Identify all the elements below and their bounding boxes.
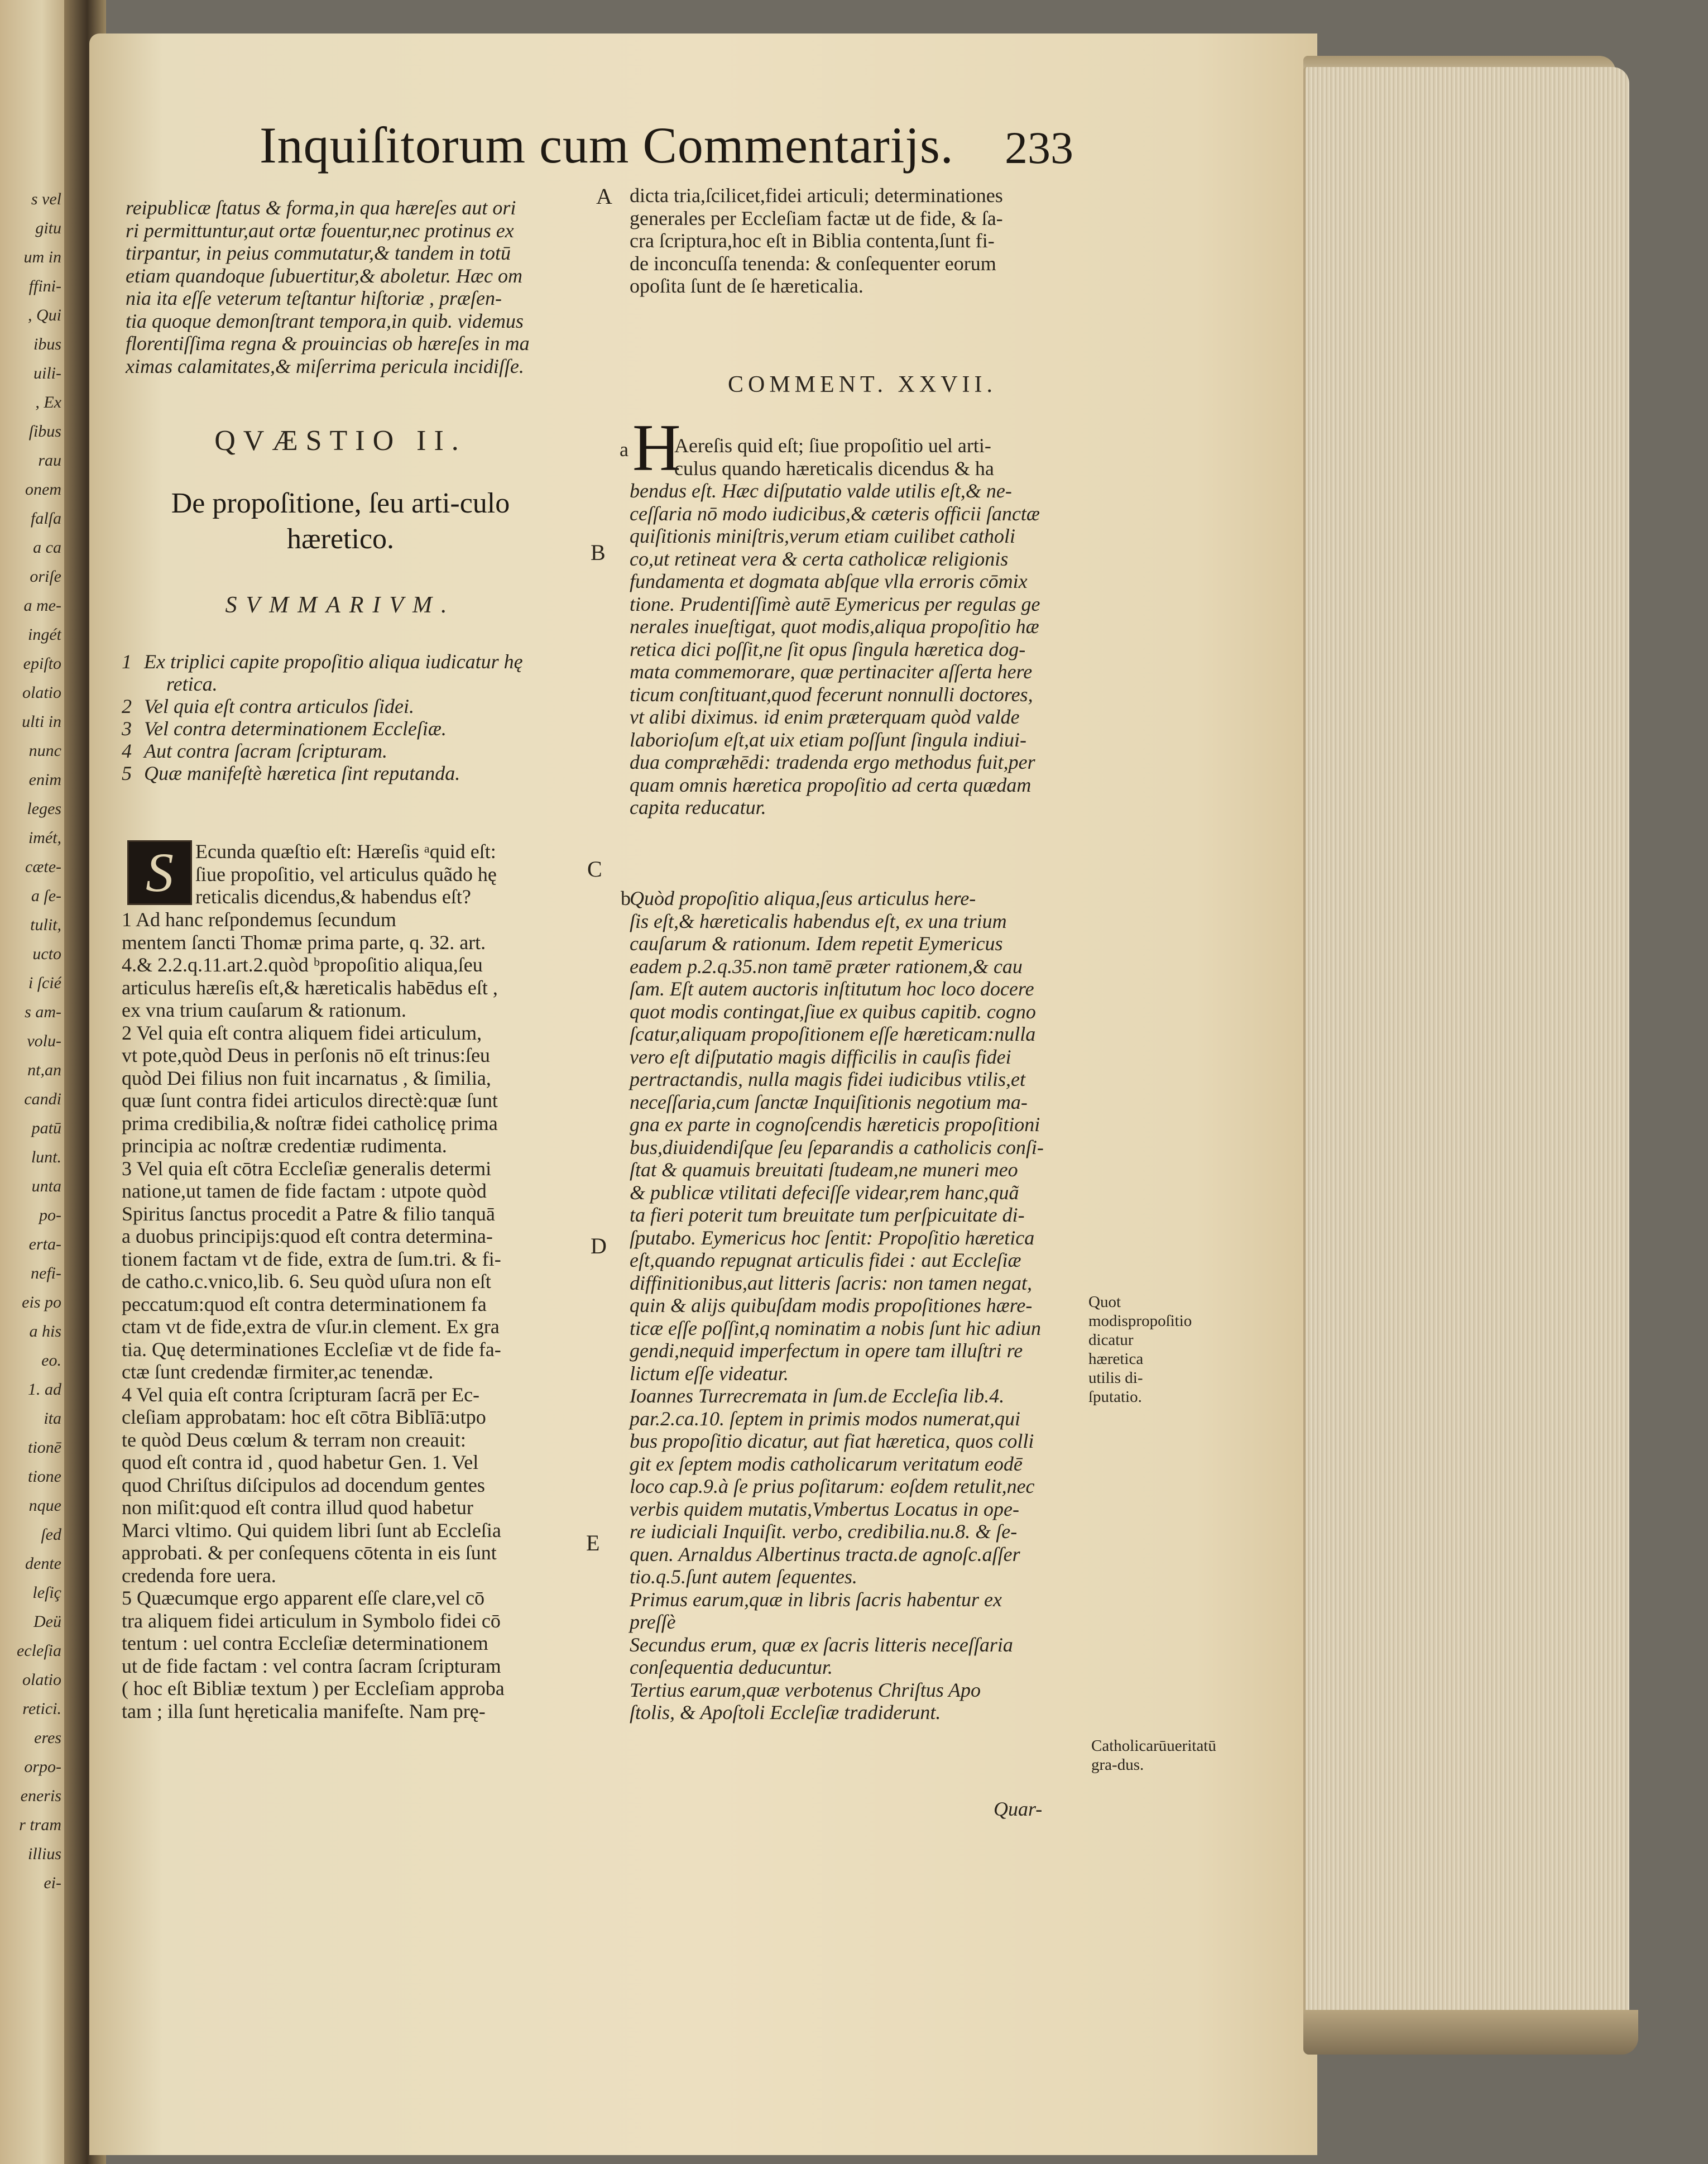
summary-list	[122, 650, 579, 784]
text-line: a duobus principijs:quod eſt contra determina-	[122, 1225, 493, 1247]
left-page-fragment: a ca	[33, 538, 61, 557]
left-page-fragment: tionē	[28, 1438, 61, 1457]
text-line: ceſſaria nō modo iudicibus,& cæteris officii ſanctæ	[630, 502, 1040, 525]
text-line: de inconcuſſa tenenda: & conſequenter eorum	[630, 252, 996, 275]
left-page-fragment: nefi-	[31, 1264, 61, 1282]
drop-cap-h: H	[632, 410, 681, 485]
left-page-fragment: unta	[31, 1177, 61, 1195]
text-line: reipublicæ ſtatus & forma,in qua hæreſes aut ori	[126, 197, 516, 219]
left-page-fragment: tulit,	[30, 916, 61, 934]
text-line: neceſſaria,cum ſanctæ Inquiſitionis negotium ma-	[630, 1090, 1028, 1113]
text-line: lictum eſſe videatur.	[630, 1362, 789, 1385]
right-intro-paragraph	[630, 184, 1098, 298]
text-line: prima credibilia,& noſtræ fidei catholicę prima	[122, 1112, 498, 1134]
question-heading: QVÆSTIO II.	[214, 425, 467, 457]
text-line: laborioſum eſt,at uix etiam poſſunt ſingula indiui-	[630, 728, 1026, 751]
text-line: tia. Quę determinationes Eccleſiæ vt de fide fa-	[122, 1338, 501, 1361]
margin-note-line: catur hæreti	[1088, 1331, 1134, 1368]
left-page-fragment: candi	[24, 1090, 61, 1108]
left-intro-paragraph	[126, 197, 592, 377]
text-line: Spiritus ſanctus procedit a Patre & filio tanquā	[122, 1202, 495, 1225]
section-mark-d: D	[591, 1233, 607, 1258]
text-line: eadem p.2.q.35.non tamē præter rationem,& cau	[630, 955, 1023, 978]
text-line: Marci vltimo. Qui quidem libri ſunt ab Eccleſia	[122, 1519, 501, 1541]
text-line: principia ac noſtræ credentiæ rudimenta.	[122, 1134, 447, 1157]
text-line: ſputabo. Eymericus hoc ſentit: Propoſitio hæretica	[630, 1226, 1035, 1249]
note-mark-b: b	[621, 887, 631, 909]
summary-text: Ex triplici capite propoſitio aliqua iudicatur hę	[144, 650, 523, 673]
text-line: ſcatur,aliquam propoſitionem eſſe hæreticam:nulla	[630, 1023, 1036, 1045]
text-line: par.2.ca.10. ſeptem in primis modos numerat,qui	[630, 1407, 1020, 1430]
running-head: Inquiſitorum cum Commentarijs.	[260, 117, 954, 174]
comment-opening	[674, 434, 1098, 480]
left-page-fragment: tione	[28, 1467, 61, 1486]
text-line: Aereſis quid eſt; ſiue propoſitio uel arti-	[674, 434, 991, 457]
text-line: dua compræhēdi: tradenda ergo methodus fuit,per	[630, 751, 1035, 773]
summary-item	[122, 650, 579, 673]
left-page-fragment: nt,an	[27, 1061, 61, 1079]
drop-cap-s	[127, 840, 192, 905]
left-page-fragment: erta-	[28, 1235, 61, 1253]
left-page-fragment: nunc	[28, 741, 61, 760]
margin-note-catholicarum	[1091, 1736, 1216, 1774]
text-line: tentum : uel contra Eccleſiæ determinationem	[122, 1632, 488, 1654]
text-line: capita reducatur.	[630, 796, 766, 818]
page-block-fore-edge	[1303, 67, 1629, 2027]
text-line: bus,diuidendiſque ſeu ſeparandis a catholicis conſi-	[630, 1136, 1044, 1158]
page-number: 233	[1005, 122, 1073, 173]
text-line: ex vna trium cauſarum & rationum.	[122, 999, 406, 1021]
margin-note-line: Quot modis	[1088, 1293, 1128, 1330]
left-page-fragment: s vel	[31, 190, 61, 208]
summary-number: 3	[122, 717, 132, 740]
text-line: ctam vt de fide,extra de vſur.in clement. Ex gra	[122, 1315, 500, 1338]
left-page-fragment: imét,	[28, 829, 61, 847]
text-line: quiſitionis miniſtris,verum etiam cuilibet catholi	[630, 525, 1015, 547]
margin-note-line: ca utilis di-	[1088, 1350, 1144, 1387]
left-page-fragment: 1. ad	[28, 1380, 61, 1399]
left-page-fragment: eneris	[20, 1787, 61, 1805]
left-page-fragment: ibus	[33, 335, 61, 353]
summary-heading: SVMMARIVM.	[225, 592, 456, 618]
section-mark-a: A	[596, 184, 612, 209]
section-mark-c: C	[587, 856, 602, 882]
text-line: ut de fide factam : vel contra ſacram ſcripturam	[122, 1654, 501, 1677]
text-line: non miſit:quod eſt contra illud quod habetur	[122, 1496, 473, 1519]
left-page-fragment: ei-	[44, 1874, 61, 1892]
text-line: tio.q.5.ſunt autem ſequentes.	[630, 1565, 857, 1588]
text-line: 3 Vel quia eſt cōtra Eccleſiæ generalis determi	[122, 1157, 492, 1180]
text-line: peccatum:quod eſt contra determinationem fa	[122, 1292, 487, 1315]
left-page-fragment: dente	[25, 1554, 61, 1573]
left-page-fragment: um in	[23, 248, 61, 266]
text-line: gendi,nequid imperfectum in opere tam illuſtri re	[630, 1339, 1023, 1362]
text-line: Secundus erum, quæ ex ſacris litteris neceſſaria	[630, 1633, 1013, 1656]
text-line: generales per Eccleſiam factæ ut de fide, & ſa-	[630, 207, 1003, 229]
text-line: vt pote,quòd Deus in perſonis nō eſt trinus:ſeu	[122, 1044, 490, 1066]
text-line: Ecunda quæſtio eſt: Hæreſis ᵃquid eſt:	[195, 840, 496, 863]
left-page-fragment: a his	[29, 1322, 61, 1340]
summary-text: Vel quia eſt contra articulos ſidei.	[144, 695, 414, 717]
summary-number: 2	[122, 695, 132, 717]
left-page-fragment: i ſcié	[28, 974, 61, 992]
text-line: mata commemorare, quæ pertinaciter aſſerta here	[630, 660, 1033, 683]
text-line: cauſarum & rationum. Idem repetit Eymericus	[630, 932, 1003, 955]
comment-heading: COMMENT. XXVII.	[727, 372, 997, 398]
text-line: quæ ſunt contra fidei articulos directè:quæ ſunt	[122, 1089, 498, 1112]
question-opening	[195, 840, 586, 908]
summary-item	[122, 740, 579, 762]
text-line: 4.& 2.2.q.11.art.2.quòd ᵇpropoſitio aliqua,ſeu	[122, 954, 483, 976]
text-line: mentem ſancti Thomæ prima parte, q. 32. art.	[122, 931, 486, 954]
text-line: de catho.c.vnico,lib. 6. Seu quòd uſura non eſt	[122, 1270, 491, 1292]
left-page-fragment: cæte-	[25, 858, 61, 876]
margin-note-line: dus.	[1117, 1756, 1144, 1774]
left-page-fragment: epiſto	[23, 654, 61, 673]
text-line: ſis eſt,& hæreticalis habendus eſt, ex una trium	[630, 909, 1007, 932]
summary-text: Aut contra ſacram ſcripturam.	[144, 740, 387, 762]
text-line: nia ita eſſe veterum teſtantur hiſtoriæ , præſen-	[126, 287, 502, 309]
text-line: natione,ut tamen de fide factam : utpote quòd	[122, 1180, 487, 1202]
text-line: co,ut retineat vera & certa catholicæ religionis	[630, 547, 1009, 570]
text-line: tam ; illa ſunt hęreticalia manifeſte. Nam prę-	[122, 1699, 486, 1722]
text-line: tra aliquem fidei articulum in Symbolo fidei cō	[122, 1609, 501, 1632]
left-page-fragment: illius	[27, 1845, 61, 1863]
text-line: Ioannes Turrecremata in ſum.de Eccleſia lib.4.	[630, 1385, 1005, 1407]
text-line: tirpantur, in peius commutatur,& tandem in totū	[126, 242, 511, 264]
text-line: florentiſſima regna & prouincias ob hæreſes in ma	[126, 332, 530, 355]
left-page-fragment: olatio	[22, 1670, 61, 1689]
left-page-fragment: ſibus	[28, 422, 61, 441]
question-body	[122, 908, 591, 1722]
left-page-fragment: Deü	[33, 1612, 61, 1631]
text-line: diffinitionibus,aut litteris ſacris: non tamen negat,	[630, 1271, 1032, 1294]
text-line: pertractandis, nulla magis fidei iudicibus vtilis,et	[630, 1068, 1025, 1090]
left-page-fragment: orpo-	[24, 1758, 61, 1776]
note-mark-a: a	[620, 438, 628, 461]
text-line: verbis quidem mutatis,Vmbertus Locatus in ope-	[630, 1497, 1019, 1520]
left-page-fragment: eo.	[41, 1351, 61, 1370]
text-line: vt alibi diximus. id enim præterquam quòd valde	[630, 706, 1020, 728]
text-line: ximas calamitates,& miſerrima pericula incidiſſe.	[126, 355, 524, 377]
drop-cap-letter: S	[146, 841, 174, 903]
text-line: ſam. Eſt autem auctoris inſtitutum hoc loco docere	[630, 978, 1034, 1000]
text-line: fundamenta et dogmata abſque vlla erroris cōmix	[630, 570, 1028, 592]
left-page-fragment: olatio	[22, 683, 61, 702]
question-title: De propoſitione, ſeu arti-culo hæretico.	[171, 487, 510, 555]
summary-text: Vel contra determinationem Eccleſiæ.	[144, 717, 447, 740]
text-line: 5 Quæcumque ergo apparent eſſe clare,vel cō	[122, 1587, 485, 1609]
text-line: tione. Prudentiſſimè autē Eymericus per regulas ge	[630, 592, 1040, 615]
left-page-fragment: rau	[38, 451, 61, 470]
text-line: ctæ ſunt credendæ firmiter,ac tenendæ.	[122, 1361, 434, 1383]
text-line: Quòd propoſitio aliqua,ſeus articulus here-	[630, 887, 976, 909]
text-line: quot modis contingat,ſiue ex quibus capitib. cogno	[630, 1000, 1036, 1023]
left-page-fragment: lunt.	[31, 1148, 61, 1166]
fore-edge-bottom	[1303, 2010, 1638, 2055]
left-page-fragment: , Ex	[35, 393, 61, 411]
summary-number	[122, 673, 144, 695]
text-line: 4 Vel quia eſt contra ſcripturam ſacrā per Ec-	[122, 1383, 480, 1406]
margin-note-quot-modis	[1088, 1292, 1192, 1406]
left-page-fragment: po-	[39, 1206, 61, 1224]
left-page-fragment: ffini-	[28, 277, 61, 295]
text-line: tia quoque demonſtrant tempora,in quib. videmus	[126, 309, 524, 332]
text-line: cra ſcriptura,hoc eſt in Biblia contenta,ſunt fi-	[630, 229, 995, 252]
text-line: articulus hæreſis eſt,& hæreticalis habēdus eſt ,	[122, 976, 498, 999]
left-page-fragment: a ſe-	[31, 887, 61, 905]
summary-text: retica.	[166, 673, 218, 695]
summary-number: 5	[122, 762, 132, 784]
text-line: 1 Ad hanc reſpondemus ſecundum	[122, 908, 396, 931]
left-page-fragment: ingét	[28, 625, 61, 644]
text-line: eſt,quando repugnat articulis fidei : aut Eccleſiæ	[630, 1249, 1021, 1271]
text-line: git ex ſeptem modis catholicarum veritatum eodē	[630, 1452, 1023, 1475]
section-mark-b: B	[591, 540, 606, 565]
left-page-fragment: leſiç	[32, 1583, 61, 1602]
text-line: quod Chriſtus diſcipulos ad docendum gentes	[122, 1473, 485, 1496]
text-line: 2 Vel quia eſt contra aliquem fidei articulum,	[122, 1021, 482, 1044]
left-page-fragment: s am-	[25, 1003, 61, 1021]
text-line: nerales inueſtigat, quot modis,aliqua propoſitio hæ	[630, 615, 1039, 638]
text-line: & publicæ vtilitati defeciſſe videar,rem hanc,quã	[630, 1181, 1019, 1204]
left-page-fragment: enim	[28, 770, 61, 789]
text-line: re iudiciali Inquiſit. verbo, credibilia.nu.8. & ſe-	[630, 1520, 1018, 1543]
left-page-fragment: leges	[27, 799, 61, 818]
text-line: dicta tria,ſcilicet,fidei articuli; determinationes	[630, 184, 1003, 207]
text-line: bendus eſt. Hæc diſputatio valde utilis eſt,& ne-	[630, 480, 1012, 502]
margin-note-line: Catholicarū	[1091, 1737, 1167, 1755]
left-page-fragment: eis po	[22, 1293, 61, 1311]
margin-note-line: ſputatio.	[1088, 1388, 1142, 1406]
section-mark-e: E	[586, 1530, 600, 1555]
text-line: opoſita ſunt de ſe hæreticalia.	[630, 275, 863, 297]
text-line: Tertius earum,quæ verbotenus Chriſtus Apo	[630, 1678, 981, 1701]
left-page-fragment: uili-	[33, 364, 61, 382]
left-page-fragment: nque	[28, 1496, 61, 1515]
text-line: quen. Arnaldus Albertinus tracta.de agnoſc.aſſer	[630, 1543, 1020, 1565]
summary-item	[122, 673, 579, 695]
left-page-fragment: retici.	[22, 1699, 61, 1718]
summary-item	[122, 695, 579, 717]
left-page-fragment: patū	[31, 1119, 61, 1137]
text-line: ticæ eſſe poſſint,q nominatim a nobis ſunt hic adiun	[630, 1316, 1041, 1339]
text-line: ſtolis, & Apoſtoli Eccleſiæ tradiderunt.	[630, 1701, 941, 1723]
left-page-fragment: ſed	[41, 1525, 61, 1544]
text-line: ticum conſtituant,quod fecerunt nonnulli doctores,	[630, 683, 1033, 706]
text-line: ta fieri poterit tum breuitate tum perſpicuitate di-	[630, 1204, 1025, 1226]
text-line: bus propoſitio dicatur, aut fiat hæretica, quos colli	[630, 1430, 1034, 1452]
text-line: vero eſt diſputatio magis difficilis in cauſis fidei	[630, 1045, 1011, 1068]
left-page-fragment: ucto	[32, 945, 61, 963]
text-line: Primus earum,quæ in libris ſacris habentur ex	[630, 1588, 1002, 1611]
text-line: retica dici poſſit,ne ſit opus ſingula hæretica dog-	[630, 638, 1026, 660]
text-line: te quòd Deus cœlum & terram non creauit:	[122, 1428, 466, 1451]
left-page-fragment: onem	[25, 480, 61, 499]
text-line: gna ex parte in cognoſcendis hæreticis propoſitioni	[630, 1113, 1040, 1136]
text-line: ri permittuntur,aut ortæ fouentur,nec protinus ex	[126, 219, 514, 242]
text-line: approbati. & per conſequens cōtenta in eis ſunt	[122, 1541, 497, 1564]
left-page-fragment: ecleſia	[17, 1641, 61, 1660]
left-page-fragment: eres	[34, 1729, 61, 1747]
summary-number: 4	[122, 740, 132, 762]
margin-note-line: ueritatū gra-	[1091, 1737, 1216, 1774]
left-page-fragment: a me-	[23, 596, 61, 615]
margin-note-line: propoſitio di	[1088, 1312, 1192, 1349]
text-line: quòd Dei filius non fuit incarnatus , & ſimilia,	[122, 1066, 491, 1089]
left-page-fragment: oriſe	[30, 567, 61, 586]
summary-number: 1	[122, 650, 132, 673]
left-page-fragment: falſa	[30, 509, 61, 528]
left-page-fragment: ulti in	[22, 712, 61, 731]
left-page-text-fragments	[0, 190, 61, 1921]
summary-text: Quæ manifeſtè hæretica ſint reputanda.	[144, 762, 460, 784]
left-page-fragment: , Qui	[28, 306, 61, 324]
left-page-fragment: ita	[44, 1409, 61, 1428]
text-line: culus quando hæreticalis dicendus & ha	[674, 457, 994, 480]
text-line: conſequentia deducuntur.	[630, 1656, 833, 1678]
comment-a-body	[630, 480, 1098, 819]
text-line: ( hoc eſt Bibliæ textum ) per Eccleſiam approba	[122, 1677, 505, 1699]
text-line: quin & alijs quibuſdam modis propoſitiones hære-	[630, 1294, 1033, 1316]
left-page-fragment: r tram	[19, 1816, 61, 1834]
text-line: preſſè	[630, 1611, 676, 1633]
summary-item	[122, 762, 579, 784]
catchword: Quar-	[994, 1798, 1043, 1820]
comment-b-body	[630, 887, 1098, 1724]
text-line: ſiue propoſitio, vel articulus quãdo hę	[195, 863, 497, 885]
summary-item	[122, 717, 579, 740]
text-line: etiam quandoque ſubuertitur,& aboletur. Hæc om	[126, 264, 522, 287]
text-line: ſtat & quamuis breuitati ſtudeam,ne muneri meo	[630, 1158, 1018, 1181]
text-line: credenda fore uera.	[122, 1564, 276, 1587]
text-line: quam omnis hæretica propoſitio ad certa quædam	[630, 773, 1031, 796]
text-line: reticalis dicendus,& habendus eſt?	[195, 885, 471, 908]
text-line: tionem factam vt de fide, extra de ſum.tri. & fi-	[122, 1247, 501, 1270]
left-page-fragment: gitu	[35, 219, 61, 237]
text-line: cleſiam approbatam: hoc eſt cōtra Biblīā:utpo	[122, 1406, 486, 1428]
text-line: quod eſt contra id , quod habetur Gen. 1. Vel	[122, 1451, 479, 1473]
text-line: loco cap.9.à ſe prius poſitarum: eoſdem retulit,nec	[630, 1475, 1035, 1497]
left-page-fragment: volu-	[27, 1032, 61, 1050]
